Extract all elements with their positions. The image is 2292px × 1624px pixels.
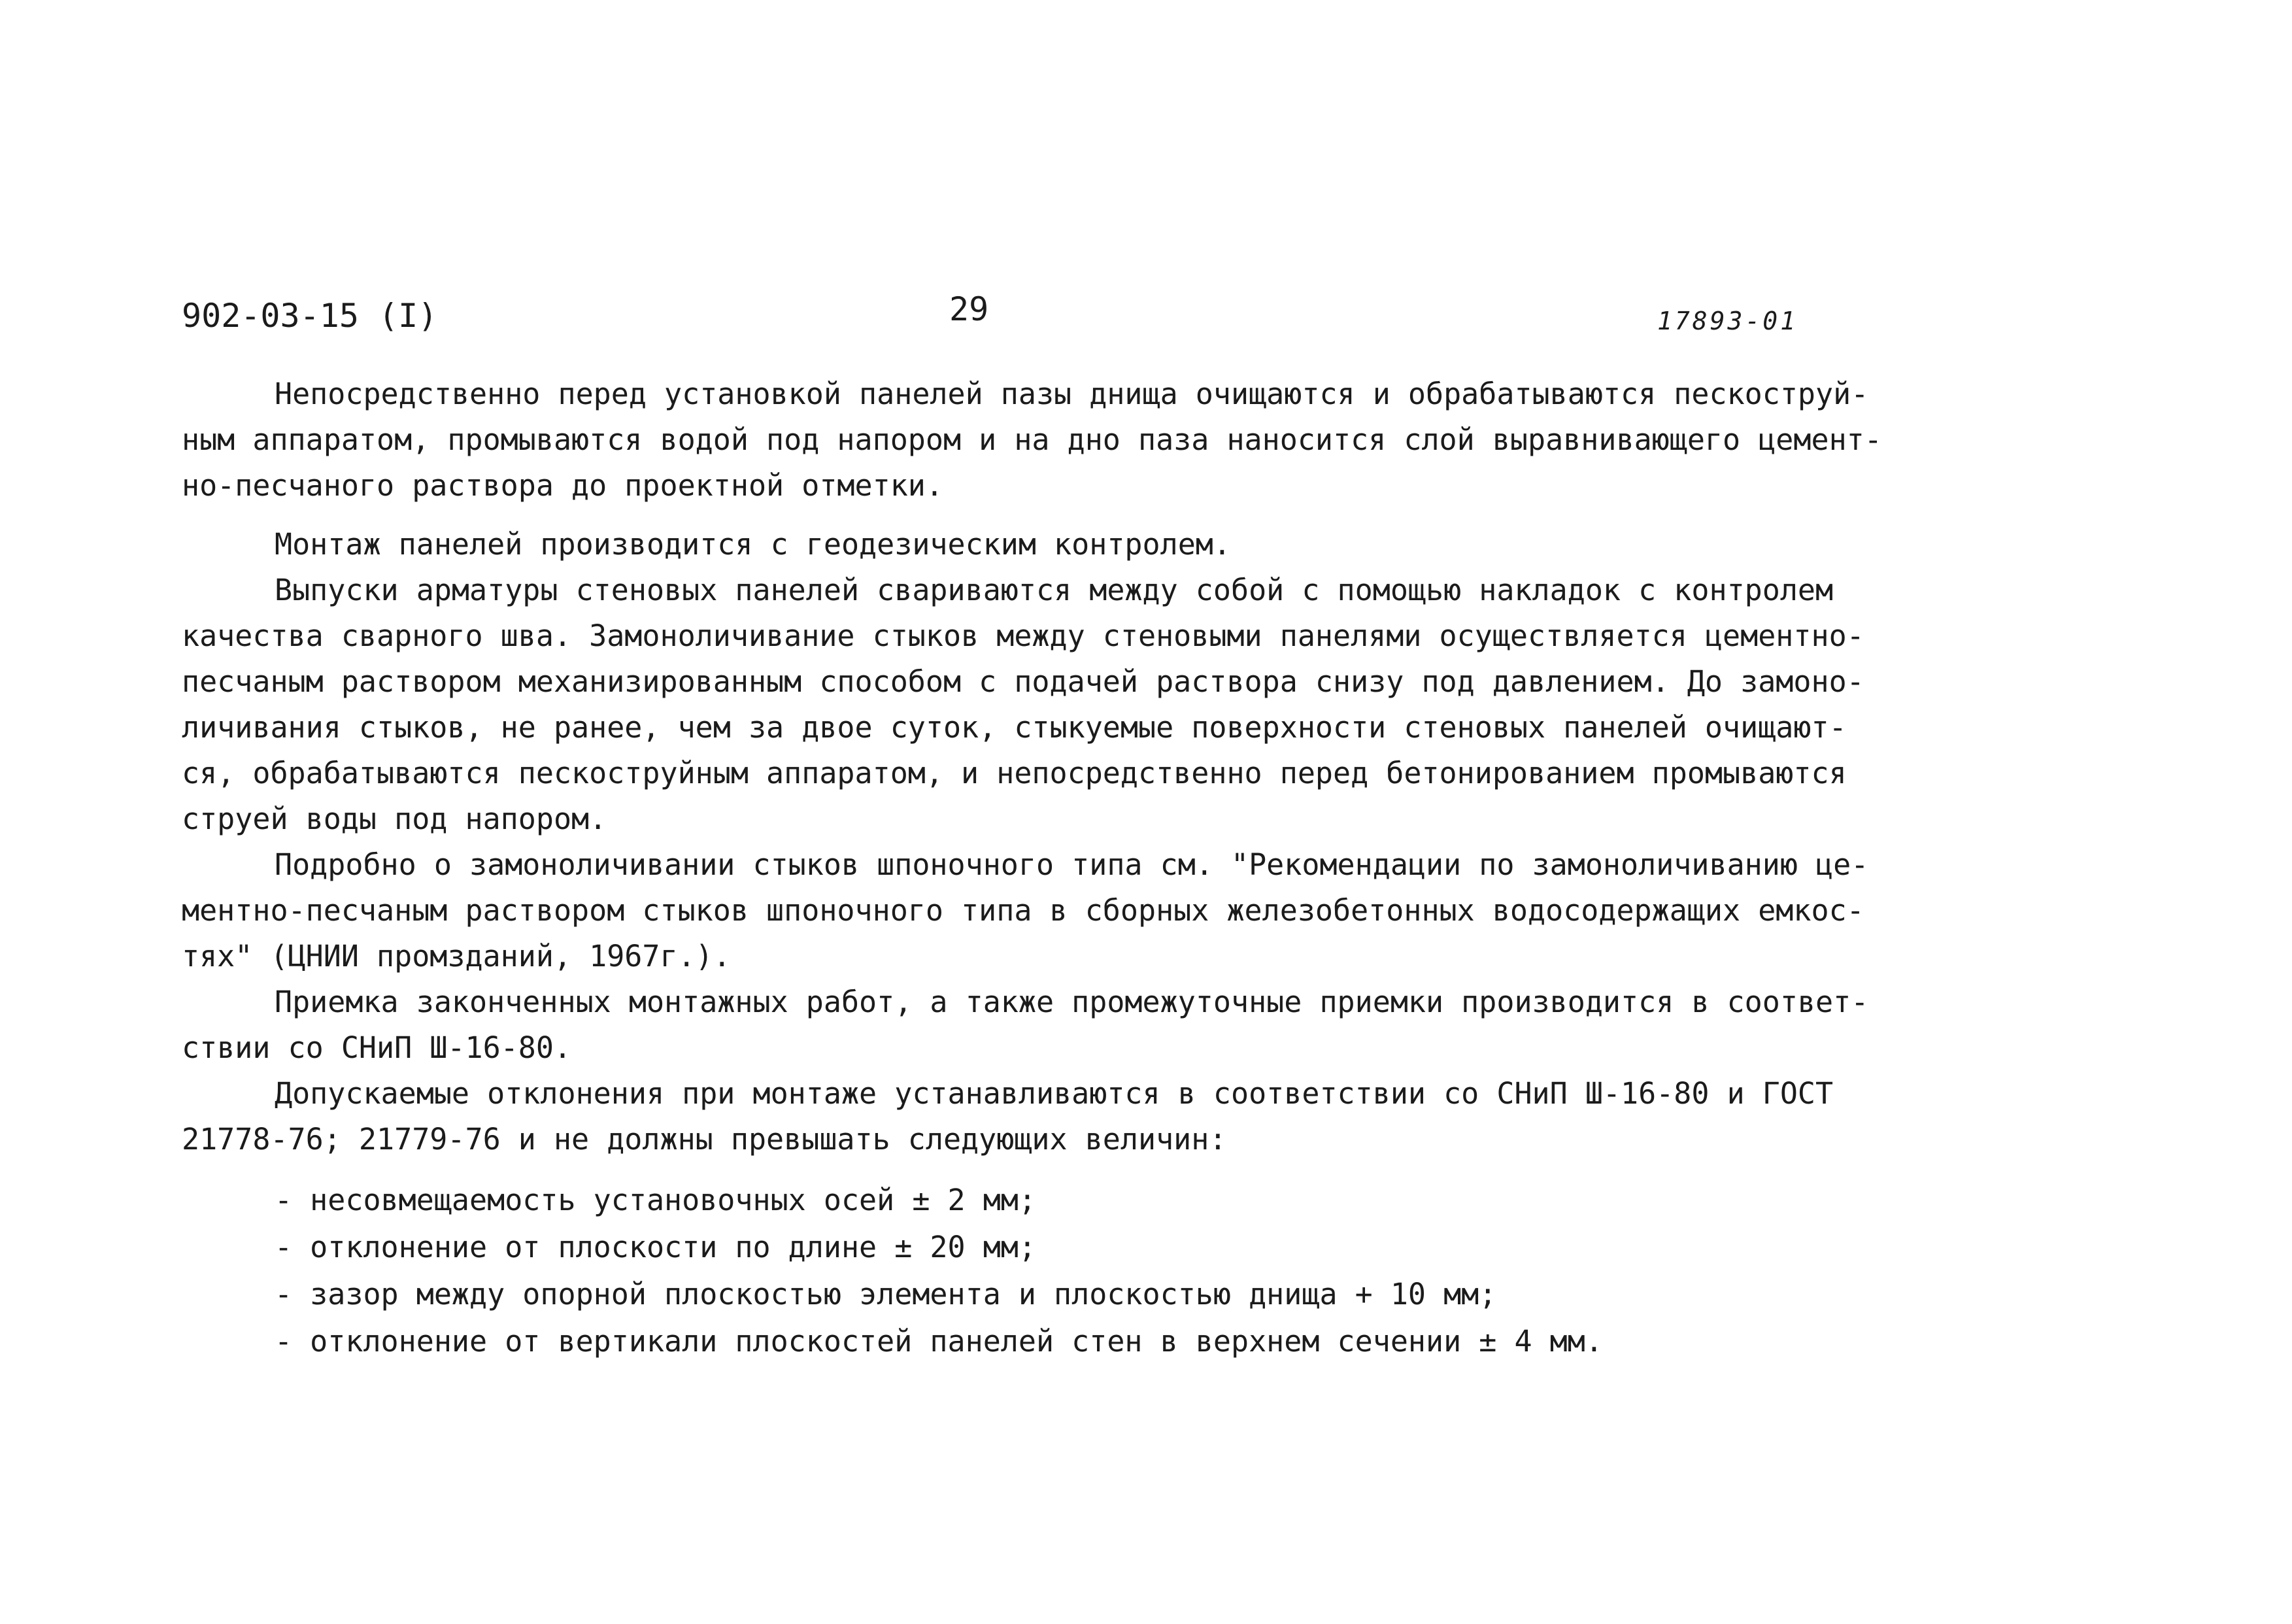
list-item: - отклонение от плоскости по длине ± 20 мм; [275, 1230, 1036, 1264]
paragraph-geodetic-control: Монтаж панелей производится с геодезическим контролем. [275, 527, 1231, 562]
page-number: 29 [949, 290, 989, 328]
paragraph-recommendations: Подробно о замоноличивании стыков шпоночного типа см. "Рекомендации по замоноличиванию це- ментно-песчаным раствором стыков шпоночного типа в сборных железобетонных водосодержащих емкос- тях" (ЦНИИ промзданий, 1967г.). [182, 847, 1869, 973]
page-header [0, 290, 2292, 339]
document-number: 17893-01 [1657, 307, 1798, 335]
list-item: - несовмещаемость установочных осей ± 2 мм; [275, 1183, 1036, 1217]
paragraph-joint-monolithing: Выпуски арматуры стеновых панелей свариваются между собой с помощью накладок с контролем качества сварного шва. Замоноличивание стыков между стеновыми панелями осуществляется цементно- песчаным раствором механизированным способом с подачей раствора снизу под давлением. До замоно- личивания стыков, не ранее, чем за двое суток, стыкуемые поверхности стеновых панелей очищают- ся, обрабатываются пескоструйным аппаратом, и непосредственно перед бетонированием промываются струей воды под напором. [182, 573, 1864, 836]
paragraph-panel-preparation: Непосредственно перед установкой панелей пазы днища очищаются и обрабатываются пескоструй- ным аппаратом, промываются водой под напором и на дно паза наносится слой выравнивающего цемент- но-песчаного раствора до проектной отметки. [182, 377, 1882, 503]
paragraph-acceptance: Приемка законченных монтажных работ, а также промежуточные приемки производится в соответ- ствии со СНиП Ш-16-80. [182, 985, 1869, 1065]
paragraph-tolerances-intro: Допускаемые отклонения при монтаже устанавливаются в соответствии со СНиП Ш-16-80 и ГОСТ 21778-76; 21779-76 и не должны превышать следующих величин: [182, 1076, 1834, 1157]
tolerance-list [182, 1177, 1934, 1365]
list-item: - отклонение от вертикали плоскостей панелей стен в верхнем сечении ± 4 мм. [275, 1324, 1603, 1359]
document-code: 902-03-15 (I) [182, 297, 438, 335]
list-item: - зазор между опорной плоскостью элемента и плоскостью днища + 10 мм; [275, 1277, 1497, 1311]
body-text [182, 371, 1934, 1365]
